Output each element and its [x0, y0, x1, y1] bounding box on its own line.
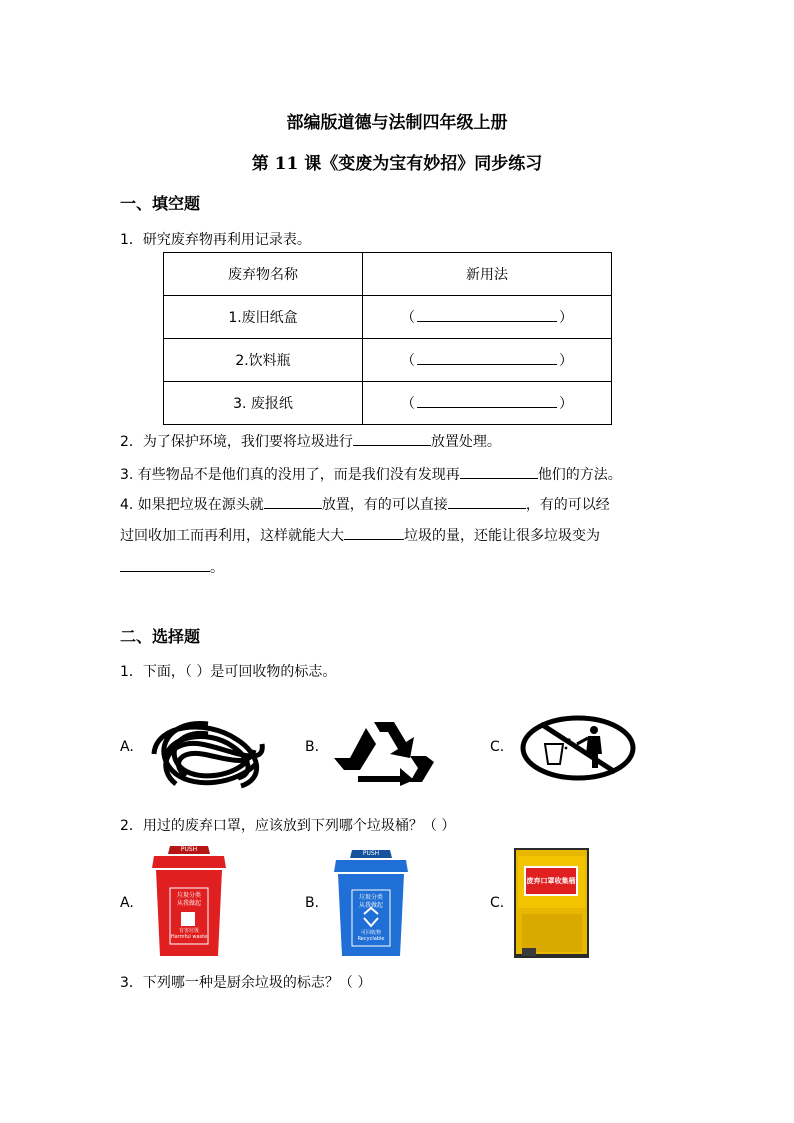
q4-line3: 。 — [120, 557, 224, 577]
section-fill-blank: 一、填空题 — [120, 194, 201, 213]
q4-blank-3[interactable] — [344, 525, 404, 540]
wool-mark-icon[interactable] — [146, 714, 270, 792]
c2-option-a-label: A. — [120, 895, 134, 911]
yellow-mask-bin[interactable] — [514, 848, 589, 958]
q1-text: 1．研究废弃物再利用记录表。 — [120, 232, 311, 248]
table-row — [164, 382, 612, 425]
q4-blank-4[interactable] — [120, 557, 210, 572]
waste-name: 2.饮料瓶 — [164, 339, 363, 382]
c1-option-b-label: B. — [305, 739, 320, 755]
c3-text: 3．下列哪一种是厨余垃圾的标志？（ ） — [120, 975, 372, 991]
q4-blank-1[interactable] — [264, 494, 322, 509]
section-choice: 二、选择题 — [120, 627, 201, 646]
answer-cell[interactable]: （ ） — [363, 339, 612, 382]
doc-subtitle: 第 11 课《变废为宝有妙招》同步练习 — [251, 154, 543, 174]
answer-blank[interactable] — [417, 393, 557, 408]
bin-lid-label: PUSH — [180, 846, 198, 853]
q4-line2: 过回收加工而再利用，这样就能大大 垃圾的量，还能让很多垃圾变为 — [120, 525, 600, 545]
bin-category: 有害垃圾 Harmful waste — [170, 928, 208, 940]
c1-option-c-label: C. — [490, 739, 505, 755]
bin-label: 垃圾分类 从我做起 — [358, 894, 383, 909]
table-header-name: 废弃物名称 — [164, 253, 363, 296]
c2-text: 2．用过的废弃口罩，应该放到下列哪个垃圾桶？（ ） — [120, 818, 456, 834]
q3-line: 3. 有些物品不是他们真的没用了，而是我们没有发现再 他们的方法。 — [120, 464, 622, 484]
doc-title: 部编版道德与法制四年级上册 — [286, 113, 508, 133]
q2-blank[interactable] — [353, 431, 431, 446]
c2-option-c-label: C. — [490, 895, 505, 911]
c1-text: 1．下面，（ ）是可回收物的标志。 — [120, 664, 337, 680]
mask-bin-sign: 废弃口罩收集桶 — [524, 866, 578, 896]
answer-blank[interactable] — [417, 350, 557, 365]
q3-blank[interactable] — [460, 464, 538, 479]
table-header-use: 新用法 — [363, 253, 612, 296]
record-table — [163, 252, 612, 425]
answer-blank[interactable] — [417, 307, 557, 322]
q4-blank-2[interactable] — [448, 494, 526, 509]
bin-label: 垃圾分类 从我做起 — [176, 892, 201, 907]
table-row — [164, 296, 612, 339]
bin-category: 可回收物 Recyclable — [357, 930, 385, 942]
table-row — [164, 339, 612, 382]
q4-line1: 4. 如果把垃圾在源头就 放置，有的可以直接 ，有的可以经 — [120, 494, 610, 514]
waste-name: 3. 废报纸 — [164, 382, 363, 425]
q2-line: 2．为了保护环境，我们要将垃圾进行 放置处理。 — [120, 431, 501, 451]
answer-cell[interactable]: （ ） — [363, 296, 612, 339]
no-littering-icon[interactable] — [519, 714, 637, 782]
red-hazardous-bin[interactable] — [148, 842, 230, 960]
c2-option-b-label: B. — [305, 895, 320, 911]
c1-option-a-label: A. — [120, 739, 134, 755]
blue-recyclable-bin[interactable] — [332, 846, 410, 960]
waste-name: 1.废旧纸盒 — [164, 296, 363, 339]
answer-cell[interactable]: （ ） — [363, 382, 612, 425]
recycle-icon[interactable] — [330, 718, 438, 786]
bin-lid-label: PUSH — [362, 850, 380, 857]
